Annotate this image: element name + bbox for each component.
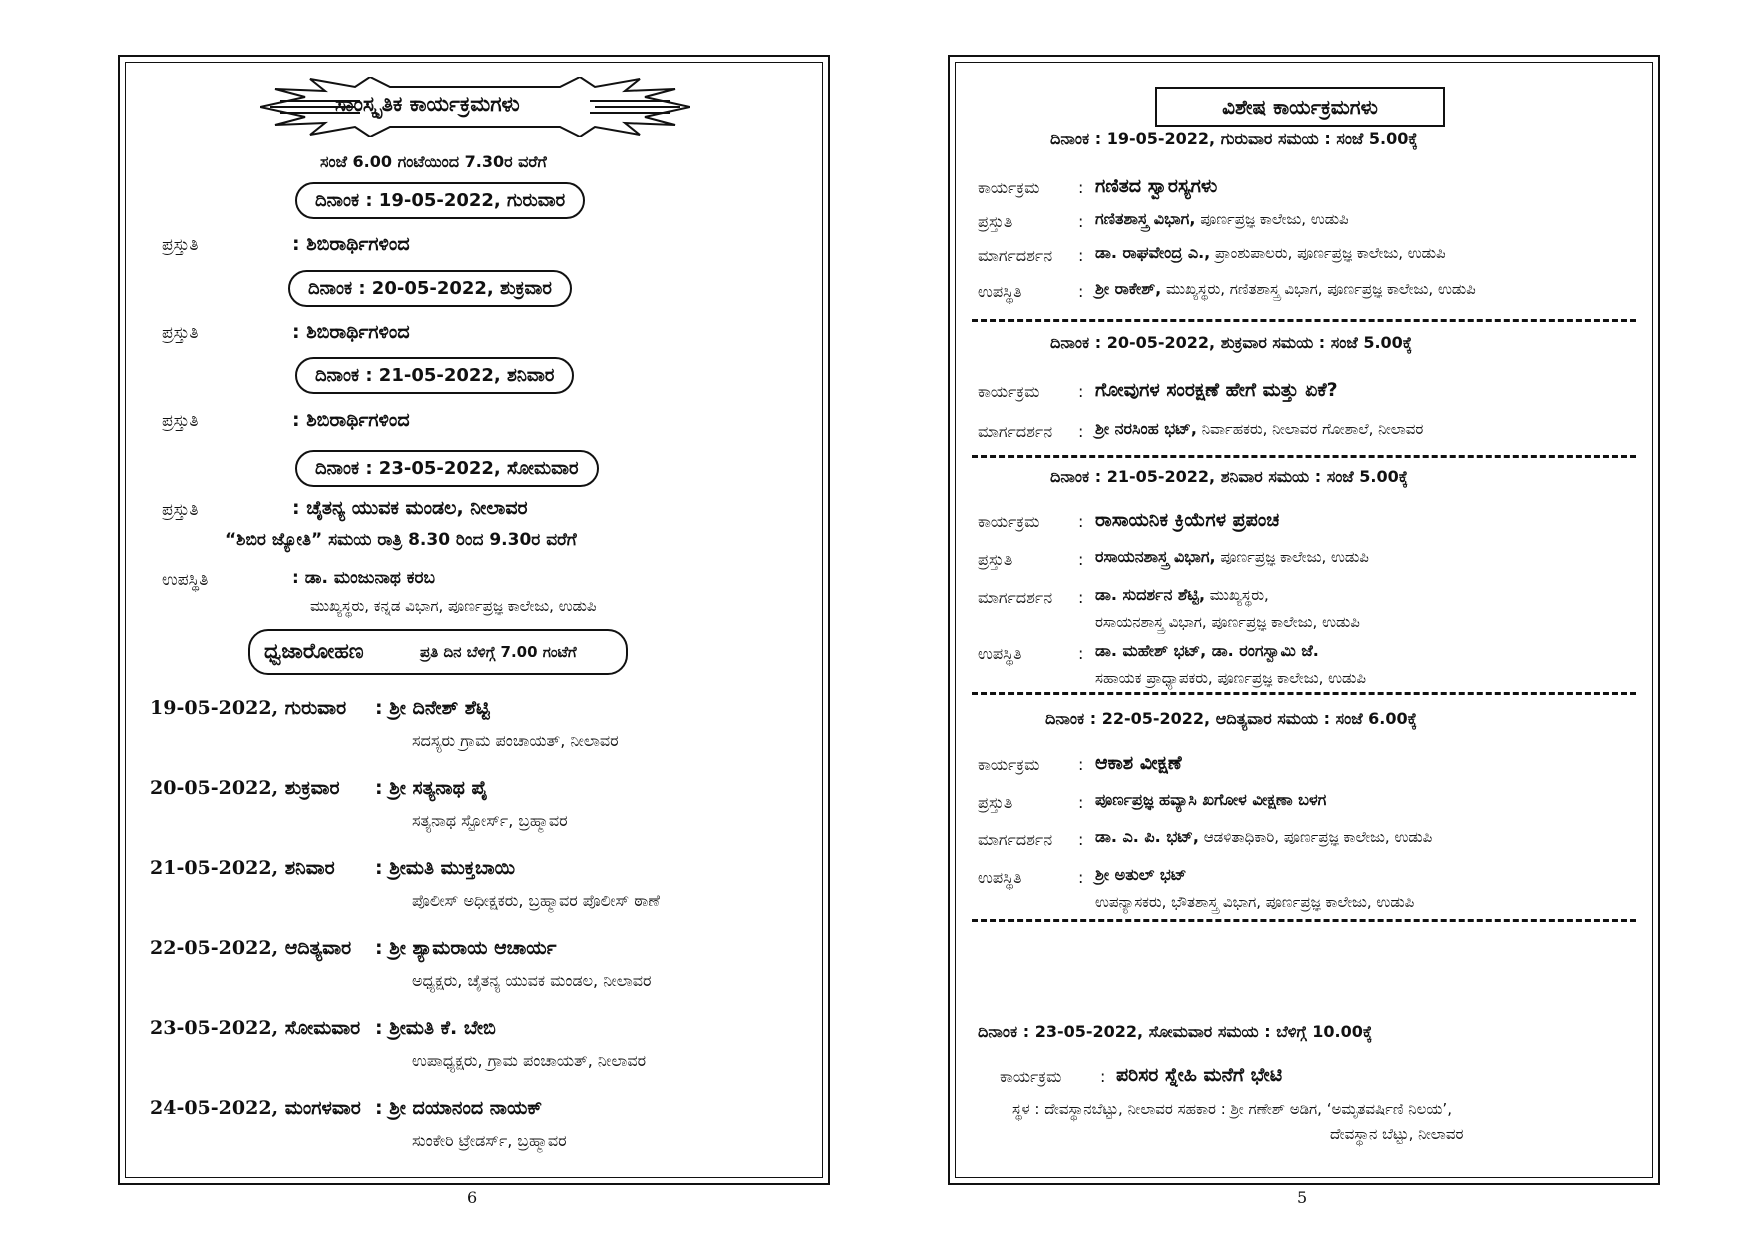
schedule-date: 24-05-2022, ಮಂಗಳವಾರ xyxy=(150,1097,361,1119)
event-label: ಮಾರ್ಗದರ್ಶನ xyxy=(978,422,1053,441)
date-pill: ದಿನಾಂಕ : 23-05-2022, ಸೋಮವಾರ xyxy=(295,450,599,487)
field-label: ಪ್ರಸ್ತುತಿ xyxy=(162,500,199,520)
event-value xyxy=(1095,243,1446,263)
schedule-date: 23-05-2022, ಸೋಮವಾರ xyxy=(150,1017,361,1039)
event-label: ಉಪಸ್ಥಿತಿ xyxy=(978,282,1022,301)
colon: : xyxy=(1078,868,1084,887)
date-pill: ದಿನಾಂಕ : 20-05-2022, ಶುಕ್ರವಾರ xyxy=(288,270,572,307)
event-value-bold: ಆಕಾಶ ವೀಕ್ಷಣೆ xyxy=(1095,752,1182,774)
event-label: ಉಪಸ್ಥಿತಿ xyxy=(978,644,1022,663)
page-number-right: 5 xyxy=(1297,1188,1308,1207)
event-value-line2: ಉಪನ್ಯಾಸಕರು, ಭೌತಶಾಸ್ತ್ರ ವಿಭಾಗ, ಪೂರ್ಣಪ್ರಜ್ಞ ಕಾಲೇಜು, ಉಡುಪಿ xyxy=(1095,893,1415,911)
schedule-name: : ಶ್ರೀಮತಿ ಕೆ. ಬೇಬಿ xyxy=(375,1017,496,1039)
schedule-name: : ಶ್ರೀಮತಿ ಮುಕ್ತಬಾಯಿ xyxy=(375,857,516,879)
event-value xyxy=(1095,752,1182,774)
event-label: ಕಾರ್ಯಕ್ರಮ xyxy=(978,755,1040,774)
event-dateline: ದಿನಾಂಕ : 22-05-2022, ಆದಿತ್ಯವಾರ ಸಮಯ : ಸಂಜೆ 6.00ಕ್ಕೆ xyxy=(1045,709,1418,728)
event-value xyxy=(1095,175,1217,197)
event-place: ಸ್ಥಳ : ದೇವಸ್ಥಾನಬೆಟ್ಟು, ನೀಲಾವರ ಸಹಕಾರ : ಶ್ರೀ ಗಣೇಶ್ ಅಡಿಗ, ‘ಅಮೃತವರ್ಷಿಣಿ ನಿಲಯ’, xyxy=(1012,1100,1452,1118)
dashed-separator xyxy=(972,319,1636,322)
event-dateline: ದಿನಾಂಕ : 23-05-2022, ಸೋಮವಾರ ಸಮಯ : ಬೆಳಿಗ್ಗೆ 10.00ಕ್ಕೆ xyxy=(978,1022,1373,1041)
field-label: ಉಪಸ್ಥಿತಿ xyxy=(162,570,209,590)
field-label: ಪ್ರಸ್ತುತಿ xyxy=(162,411,199,431)
page-title: ವಿಶೇಷ ಕಾರ್ಯಕ್ರಮಗಳು xyxy=(1155,87,1445,127)
event-label: ಪ್ರಸ್ತುತಿ xyxy=(978,793,1013,812)
schedule-name: : ಶ್ರೀ ದಿನೇಶ್ ಶೆಟ್ಟಿ xyxy=(375,697,490,719)
event-value xyxy=(1095,790,1326,810)
event-value xyxy=(1095,865,1186,885)
schedule-date: 20-05-2022, ಶುಕ್ರವಾರ xyxy=(150,777,340,799)
event-value-bold: ಶ್ರೀ ರಾಕೇಶ್, xyxy=(1095,279,1162,298)
event-label: ಮಾರ್ಗದರ್ಶನ xyxy=(978,830,1053,849)
event-value-bold: ಡಾ. ರಾಘವೇಂದ್ರ ಎ., xyxy=(1095,243,1211,262)
event-value-rest: ಪ್ರಾಂಶುಪಾಲರು, ಪೂರ್ಣಪ್ರಜ್ಞ ಕಾಲೇಜು, ಉಡುಪಿ xyxy=(1210,244,1446,262)
colon: : xyxy=(1078,588,1084,607)
schedule-desc: ಉಪಾಧ್ಯಕ್ಷರು, ಗ್ರಾಮ ಪಂಚಾಯತ್, ನೀಲಾವರ xyxy=(412,1051,647,1070)
event-value-bold: ರಸಾಯನಶಾಸ್ತ್ರ ವಿಭಾಗ, xyxy=(1095,547,1216,566)
event-label: ಕಾರ್ಯಕ್ರಮ xyxy=(978,382,1040,401)
dashed-separator xyxy=(972,455,1636,458)
event-value xyxy=(1095,509,1279,531)
colon: : xyxy=(1078,644,1084,663)
event-value-line2: ಸಹಾಯಕ ಪ್ರಾಧ್ಯಾಪಕರು, ಪೂರ್ಣಪ್ರಜ್ಞ ಕಾಲೇಜು, ಉಡುಪಿ xyxy=(1095,669,1366,687)
event-value-rest: ಪೂರ್ಣಪ್ರಜ್ಞ ಕಾಲೇಜು, ಉಡುಪಿ xyxy=(1195,210,1349,228)
event-value-rest: ಮುಖ್ಯಸ್ಥರು, ಗಣಿತಶಾಸ್ತ್ರ ವಿಭಾಗ, ಪೂರ್ಣಪ್ರಜ್ಞ ಕಾಲೇಜು, ಉಡುಪಿ xyxy=(1161,280,1476,298)
field-value: : ಶಿಬಿರಾರ್ಥಿಗಳಿಂದ xyxy=(292,409,410,431)
event-label: ಪ್ರಸ್ತುತಿ xyxy=(978,550,1013,569)
event-value xyxy=(1095,641,1319,661)
event-value-bold: ಶ್ರೀ ಅತುಲ್ ಭಟ್ xyxy=(1095,865,1187,884)
flag-time: ಪ್ರತಿ ದಿನ ಬೆಳಿಗ್ಗೆ 7.00 ಗಂಟೆಗೆ xyxy=(420,643,577,661)
schedule-desc: ಪೊಲೀಸ್ ಅಧೀಕ್ಷಕರು, ಬ್ರಹ್ಮಾವರ ಪೊಲೀಸ್ ಠಾಣೆ xyxy=(412,891,660,910)
field-value: : ಶಿಬಿರಾರ್ಥಿಗಳಿಂದ xyxy=(292,233,410,255)
field-value: : ಶಿಬಿರಾರ್ಥಿಗಳಿಂದ xyxy=(292,321,410,343)
colon: : xyxy=(1078,246,1084,265)
event-place-2: ದೇವಸ್ಥಾನ ಬೆಟ್ಟು, ನೀಲಾವರ xyxy=(1330,1125,1464,1143)
event-value xyxy=(1095,419,1423,439)
flag-title: ಧ್ವಜಾರೋಹಣ xyxy=(264,639,364,663)
event-dateline: ದಿನಾಂಕ : 20-05-2022, ಶುಕ್ರವಾರ ಸಮಯ : ಸಂಜೆ 5.00ಕ್ಕೆ xyxy=(1050,333,1413,352)
event-value-rest: ಪೂರ್ಣಪ್ರಜ್ಞ ಕಾಲೇಜು, ಉಡುಪಿ xyxy=(1215,548,1369,566)
colon: : xyxy=(1078,178,1084,197)
event-value-bold: ಡಾ. ಮಹೇಶ್ ಭಟ್, ಡಾ. ರಂಗಸ್ವಾಮಿ ಜೆ. xyxy=(1095,641,1319,660)
schedule-name: : ಶ್ರೀ ಸತ್ಯನಾಥ ಪೈ xyxy=(375,777,488,799)
colon: : xyxy=(1078,793,1084,812)
flag-hoisting-box xyxy=(248,629,628,675)
event-value xyxy=(1095,585,1269,605)
special-note: “ಶಿಬಿರ ಜ್ಯೋತಿ” ಸಮಯ ರಾತ್ರಿ 8.30 ರಿಂದ 9.30ರ ವರೆಗೆ xyxy=(225,530,577,550)
event-label: ಪ್ರಸ್ತುತಿ xyxy=(978,212,1013,231)
colon: : xyxy=(1078,512,1084,531)
event-label: ಕಾರ್ಯಕ್ರಮ xyxy=(978,178,1040,197)
schedule-date: 22-05-2022, ಆದಿತ್ಯವಾರ xyxy=(150,937,352,959)
event-value xyxy=(1095,209,1349,229)
event-value-bold: ಗಣಿತಶಾಸ್ತ್ರ ವಿಭಾಗ, xyxy=(1095,209,1196,228)
event-label: ಮಾರ್ಗದರ್ಶನ xyxy=(978,246,1053,265)
event-label: ಕಾರ್ಯಕ್ರಮ xyxy=(978,512,1040,531)
event-value-rest: ಆಡಳಿತಾಧಿಕಾರಿ, ಪೂರ್ಣಪ್ರಜ್ಞ ಕಾಲೇಜು, ಉಡುಪಿ xyxy=(1198,828,1433,846)
event-value-line2: ರಸಾಯನಶಾಸ್ತ್ರ ವಿಭಾಗ, ಪೂರ್ಣಪ್ರಜ್ಞ ಕಾಲೇಜು, ಉಡುಪಿ xyxy=(1095,613,1360,631)
field-label: ಪ್ರಸ್ತುತಿ xyxy=(162,323,199,343)
time-note: ಸಂಜೆ 6.00 ಗಂಟೆಯಿಂದ 7.30ರ ವರೆಗೆ xyxy=(320,152,547,171)
event-dateline: ದಿನಾಂಕ : 19-05-2022, ಗುರುವಾರ ಸಮಯ : ಸಂಜೆ 5.00ಕ್ಕೆ xyxy=(1050,129,1418,148)
event-dateline: ದಿನಾಂಕ : 21-05-2022, ಶನಿವಾರ ಸಮಯ : ಸಂಜೆ 5.00ಕ್ಕೆ xyxy=(1050,467,1409,486)
event-value-rest: ಮುಖ್ಯಸ್ಥರು, xyxy=(1205,586,1269,604)
event-value-bold: ಡಾ. ಸುದರ್ಶನ ಶೆಟ್ಟಿ, xyxy=(1095,585,1206,604)
event-label: ಉಪಸ್ಥಿತಿ xyxy=(978,868,1022,887)
colon: : xyxy=(1078,550,1084,569)
right-page xyxy=(948,55,1660,1185)
schedule-desc: ಸತ್ಯನಾಥ ಸ್ಟೋರ್ಸ್, ಬ್ರಹ್ಮಾವರ xyxy=(412,811,568,830)
schedule-desc: ಸದಸ್ಯರು ಗ್ರಾಮ ಪಂಚಾಯತ್, ನೀಲಾವರ xyxy=(412,731,619,750)
colon: : xyxy=(1078,382,1084,401)
event-value xyxy=(1095,279,1476,299)
event-label: ಕಾರ್ಯಕ್ರಮ xyxy=(1000,1067,1062,1086)
field-value: : ಚೈತನ್ಯ ಯುವಕ ಮಂಡಲ, ನೀಲಾವರ xyxy=(292,497,528,519)
field-value: : ಡಾ. ಮಂಜುನಾಥ ಕರಬ xyxy=(292,568,435,588)
event-value xyxy=(1095,827,1432,847)
page-number-left: 6 xyxy=(467,1188,478,1207)
schedule-name: : ಶ್ರೀ ದಯಾನಂದ ನಾಯಕ್ xyxy=(375,1097,543,1119)
schedule-desc: ಅಧ್ಯಕ್ಷರು, ಚೈತನ್ಯ ಯುವಕ ಮಂಡಲ, ನೀಲಾವರ xyxy=(412,971,652,990)
colon: : xyxy=(1100,1067,1106,1086)
event-label: ಮಾರ್ಗದರ್ಶನ xyxy=(978,588,1053,607)
guest-desc: ಮುಖ್ಯಸ್ಥರು, ಕನ್ನಡ ವಿಭಾಗ, ಪೂರ್ಣಪ್ರಜ್ಞ ಕಾಲೇಜು, ಉಡುಪಿ xyxy=(310,597,597,615)
event-value-bold: ಡಾ. ಎ. ಪಿ. ಭಟ್, xyxy=(1095,827,1199,846)
colon: : xyxy=(1078,755,1084,774)
field-label: ಪ್ರಸ್ತುತಿ xyxy=(162,235,199,255)
event-value-bold: ಪೂರ್ಣಪ್ರಜ್ಞ ಹವ್ಯಾಸಿ ಖಗೋಳ ವೀಕ್ಷಣಾ ಬಳಗ xyxy=(1095,790,1327,809)
event-value xyxy=(1095,379,1338,401)
left-page xyxy=(118,55,830,1185)
event-value-bold: ಗಣಿತದ ಸ್ವಾರಸ್ಯಗಳು xyxy=(1095,175,1218,197)
event-title: ಪರಿಸರ ಸ್ನೇಹಿ ಮನೆಗೆ ಭೇಟಿ xyxy=(1116,1064,1283,1086)
colon: : xyxy=(1078,830,1084,849)
colon: : xyxy=(1078,212,1084,231)
schedule-name: : ಶ್ರೀ ಶ್ಯಾಮರಾಯ ಆಚಾರ್ಯ xyxy=(375,937,557,959)
event-value-bold: ಶ್ರೀ ನರಸಿಂಹ ಭಟ್, xyxy=(1095,419,1197,438)
event-value-rest: ನಿರ್ವಾಹಕರು, ನೀಲಾವರ ಗೋಶಾಲೆ, ನೀಲಾವರ xyxy=(1196,420,1424,438)
schedule-date: 19-05-2022, ಗುರುವಾರ xyxy=(150,697,347,719)
schedule-desc: ಸುಂಕೇರಿ ಟ್ರೇಡರ್ಸ್, ಬ್ರಹ್ಮಾವರ xyxy=(412,1131,567,1150)
dashed-separator xyxy=(972,692,1636,695)
date-pill: ದಿನಾಂಕ : 19-05-2022, ಗುರುವಾರ xyxy=(295,182,585,219)
page-title: ಸಾಂಸ್ಕೃತಿಕ ಕಾರ್ಯಕ್ರಮಗಳು xyxy=(335,92,520,116)
event-value xyxy=(1095,547,1369,567)
event-value-bold: ರಾಸಾಯನಿಕ ಕ್ರಿಯೆಗಳ ಪ್ರಪಂಚ xyxy=(1095,509,1280,531)
dashed-separator xyxy=(972,919,1636,922)
date-pill: ದಿನಾಂಕ : 21-05-2022, ಶನಿವಾರ xyxy=(295,357,574,394)
colon: : xyxy=(1078,282,1084,301)
colon: : xyxy=(1078,422,1084,441)
event-value-bold: ಗೋವುಗಳ ಸಂರಕ್ಷಣೆ ಹೇಗೆ ಮತ್ತು ಏಕೆ? xyxy=(1095,379,1338,401)
schedule-date: 21-05-2022, ಶನಿವಾರ xyxy=(150,857,335,879)
